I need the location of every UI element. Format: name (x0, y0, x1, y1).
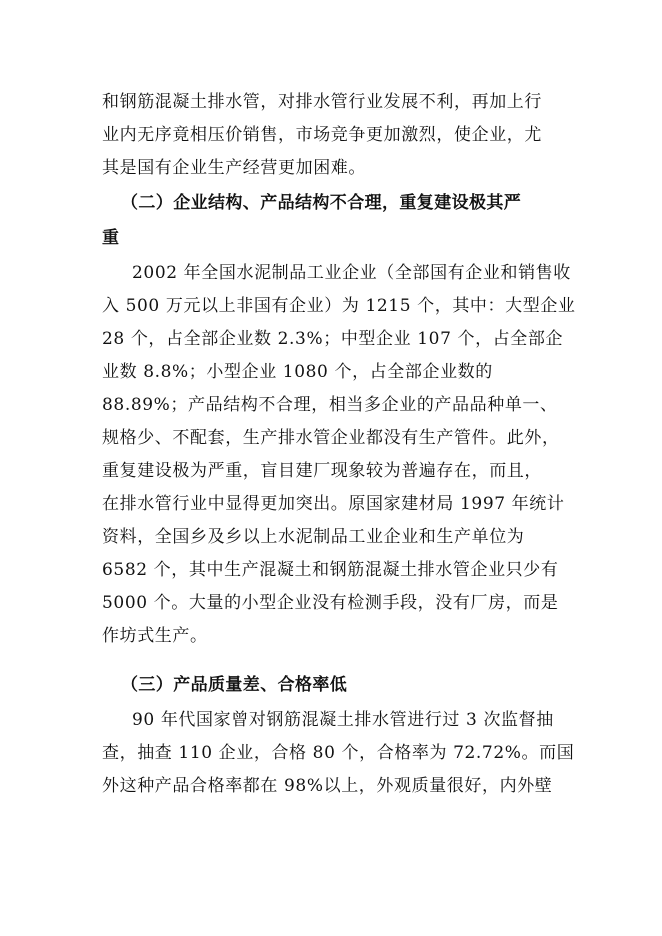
paragraph-line: 28 个，占全部企业数 2.3%；中型企业 107 个，占全部企 (102, 329, 564, 349)
paragraph-line: 入 500 万元以上非国有企业）为 1215 个，其中：大型企业 (102, 296, 576, 316)
paragraph-line: 业内无序竟相压价销售，市场竞争更加激烈，使企业，尤 (102, 125, 542, 145)
paragraph-line: 业数 8.8%；小型企业 1080 个，占全部企业数的 (102, 362, 493, 382)
paragraph-line: 2002 年全国水泥制品工业企业（全部国有企业和销售收 (132, 263, 571, 283)
paragraph-line: 重复建设极为严重，盲目建厂现象较为普遍存在，而且， (102, 461, 542, 481)
paragraph-line: 88.89%；产品结构不合理，相当多企业的产品品种单一、 (102, 395, 558, 415)
paragraph-line: 5000 个。大量的小型企业没有检测手段，没有厂房，而是 (102, 593, 559, 613)
section-heading: 重 (102, 228, 120, 248)
paragraph-line: 90 年代国家曾对钢筋混凝土排水管进行过 3 次监督抽 (132, 710, 554, 730)
section-heading: （二）企业结构、产品结构不合理，重复建设极其严 (121, 193, 522, 213)
section-heading: （三）产品质量差、合格率低 (121, 675, 348, 695)
paragraph-line: 6582 个，其中生产混凝土和钢筋混凝土排水管企业只少有 (102, 560, 559, 580)
paragraph-line: 和钢筋混凝土排水管，对排水管行业发展不利，再加上行 (102, 92, 542, 112)
paragraph-line: 其是国有企业生产经营更加困难。 (102, 158, 366, 178)
paragraph-line: 规格少、不配套，生产排水管企业都没有生产管件。此外， (102, 428, 560, 448)
paragraph-line: 外这种产品合格率都在 98%以上，外观质量很好，内外壁 (102, 776, 553, 796)
paragraph-line: 作坊式生产。 (102, 626, 208, 646)
paragraph-line: 查，抽查 110 企业，合格 80 个，合格率为 72.72%。而国 (102, 743, 575, 763)
paragraph-line: 资料，全国乡及乡以上水泥制品工业企业和生产单位为 (102, 527, 525, 547)
paragraph-line: 在排水管行业中显得更加突出。原国家建材局 1997 年统计 (102, 494, 565, 514)
